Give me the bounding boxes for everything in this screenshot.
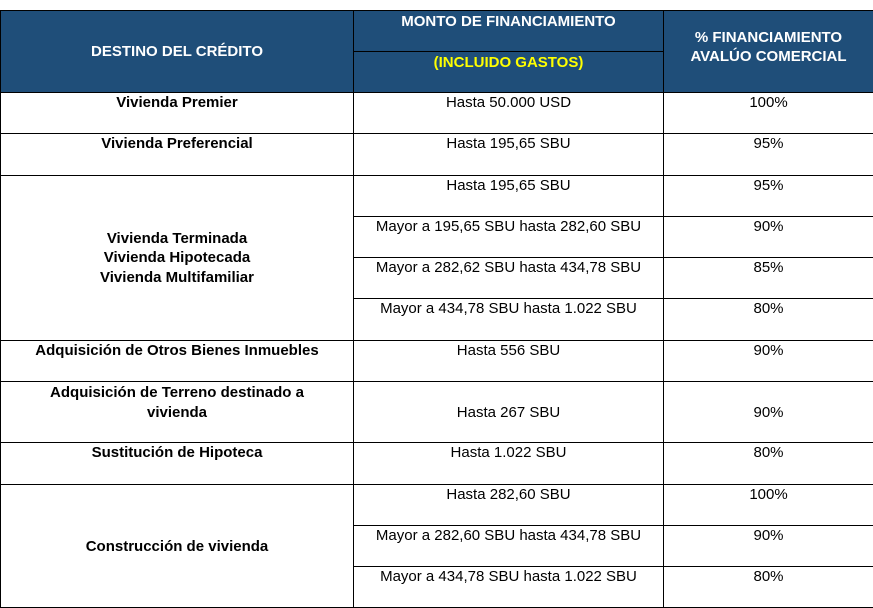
porcentaje-cell: 80% <box>664 443 873 485</box>
destino-line: Adquisición de Terreno destinado a <box>1 383 353 403</box>
monto-cell: Mayor a 195,65 SBU hasta 282,60 SBU <box>354 217 664 258</box>
destino-line: vivienda <box>1 403 353 423</box>
monto-cell: Hasta 195,65 SBU <box>354 176 664 217</box>
table-row <box>1 443 873 485</box>
porcentaje-cell: 95% <box>664 176 873 217</box>
table-body <box>1 93 873 608</box>
porcentaje-cell: 80% <box>664 567 873 608</box>
porcentaje-cell: 90% <box>664 217 873 258</box>
destino-cell: Sustitución de Hipoteca <box>1 443 354 485</box>
destino-line: Vivienda Terminada <box>1 229 353 249</box>
table-row <box>1 382 873 443</box>
monto-cell: Mayor a 434,78 SBU hasta 1.022 SBU <box>354 299 664 341</box>
header-destino: DESTINO DEL CRÉDITO <box>1 11 354 93</box>
destino-line: Vivienda Hipotecada <box>1 248 353 268</box>
monto-cell: Hasta 267 SBU <box>354 382 664 443</box>
table-row <box>1 176 873 217</box>
porcentaje-cell: 95% <box>664 134 873 176</box>
monto-cell: Mayor a 434,78 SBU hasta 1.022 SBU <box>354 567 664 608</box>
monto-cell: Mayor a 282,62 SBU hasta 434,78 SBU <box>354 258 664 299</box>
monto-cell: Mayor a 282,60 SBU hasta 434,78 SBU <box>354 526 664 567</box>
financing-table <box>0 10 873 608</box>
destino-line: Vivienda Multifamiliar <box>1 268 353 288</box>
header-porcentaje <box>664 11 873 93</box>
header-porcentaje-line2: AVALÚO COMERCIAL <box>664 47 873 66</box>
table-row <box>1 485 873 526</box>
destino-cell <box>1 382 354 443</box>
monto-cell: Hasta 282,60 SBU <box>354 485 664 526</box>
monto-cell: Hasta 556 SBU <box>354 341 664 382</box>
porcentaje-cell: 80% <box>664 299 873 341</box>
table-header <box>1 11 873 93</box>
table-row <box>1 341 873 382</box>
header-porcentaje-line1: % FINANCIAMIENTO <box>664 28 873 47</box>
porcentaje-cell: 90% <box>664 382 873 443</box>
destino-cell: Adquisición de Otros Bienes Inmuebles <box>1 341 354 382</box>
porcentaje-cell: 85% <box>664 258 873 299</box>
porcentaje-cell: 90% <box>664 526 873 567</box>
header-monto: MONTO DE FINANCIAMIENTO <box>354 11 664 52</box>
monto-cell: Hasta 195,65 SBU <box>354 134 664 176</box>
porcentaje-cell: 90% <box>664 341 873 382</box>
destino-cell: Construcción de vivienda <box>1 485 354 608</box>
destino-cell: Vivienda Premier <box>1 93 354 134</box>
destino-cell: Vivienda Preferencial <box>1 134 354 176</box>
destino-cell <box>1 176 354 341</box>
table-row <box>1 93 873 134</box>
monto-cell: Hasta 1.022 SBU <box>354 443 664 485</box>
monto-cell: Hasta 50.000 USD <box>354 93 664 134</box>
porcentaje-cell: 100% <box>664 485 873 526</box>
table-row <box>1 134 873 176</box>
porcentaje-cell: 100% <box>664 93 873 134</box>
header-gastos: (INCLUIDO GASTOS) <box>354 52 664 93</box>
